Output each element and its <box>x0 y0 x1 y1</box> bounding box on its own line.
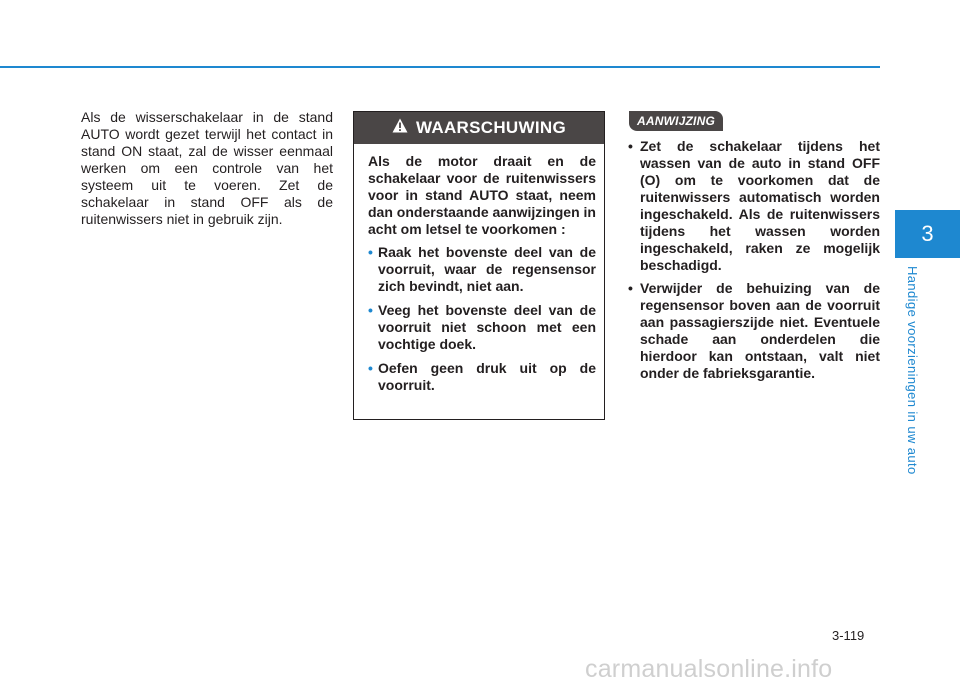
warning-triangle-icon <box>392 118 408 138</box>
top-divider <box>0 66 880 68</box>
note-list <box>626 138 880 388</box>
warning-intro: Als de motor draait en de schakelaar voor de ruitenwissers voor in stand AUTO staat, neem dan onderstaande aanwijzingen in acht om letsel te voorkomen : <box>368 153 596 237</box>
warning-title: WAARSCHUWING <box>416 118 566 137</box>
chapter-title: Handige voorzieningen in uw auto <box>905 266 920 475</box>
warning-item: • Raak het bovenste deel van de voorruit, waar de regensensor zich bevindt, niet aan. <box>368 244 596 295</box>
note-item: • Zet de schakelaar tijdens het wassen van de auto in stand OFF (O) om te voorkomen dat de ruitenwissers automatisch worden ingeschakeld. Als de ruitenwissers tijdens het wassen worden ingeschakeld, raken ze mogelijk beschadigd. <box>626 138 880 274</box>
chapter-number-tab: 3 <box>895 210 960 258</box>
watermark: carmanualsonline.info <box>585 655 833 683</box>
note-label: AANWIJZING <box>629 111 723 131</box>
warning-header <box>354 112 604 144</box>
warning-list <box>368 244 596 394</box>
warning-box <box>353 111 605 420</box>
intro-paragraph: Als de wisserschakelaar in de stand AUTO wordt gezet terwijl het contact in stand ON staat, zal de wisser eenmaal werken om een controle van het systeem uit te voeren. Zet de schakelaar in stand OFF als de ruitenwissers niet in gebruik zijn. <box>81 109 333 227</box>
page-number: 3-119 <box>832 628 865 643</box>
warning-item: • Oefen geen druk uit op de voorruit. <box>368 360 596 394</box>
warning-item: • Veeg het bovenste deel van de voorruit niet schoon met een vochtige doek. <box>368 302 596 353</box>
warning-body <box>354 144 604 394</box>
note-item: • Verwijder de behuizing van de regensensor boven aan de voorruit aan passagierszijde niet. Eventuele schade aan onderdelen die hierdoor kan ontstaan, valt niet onder de fabrieksgarantie. <box>626 280 880 382</box>
